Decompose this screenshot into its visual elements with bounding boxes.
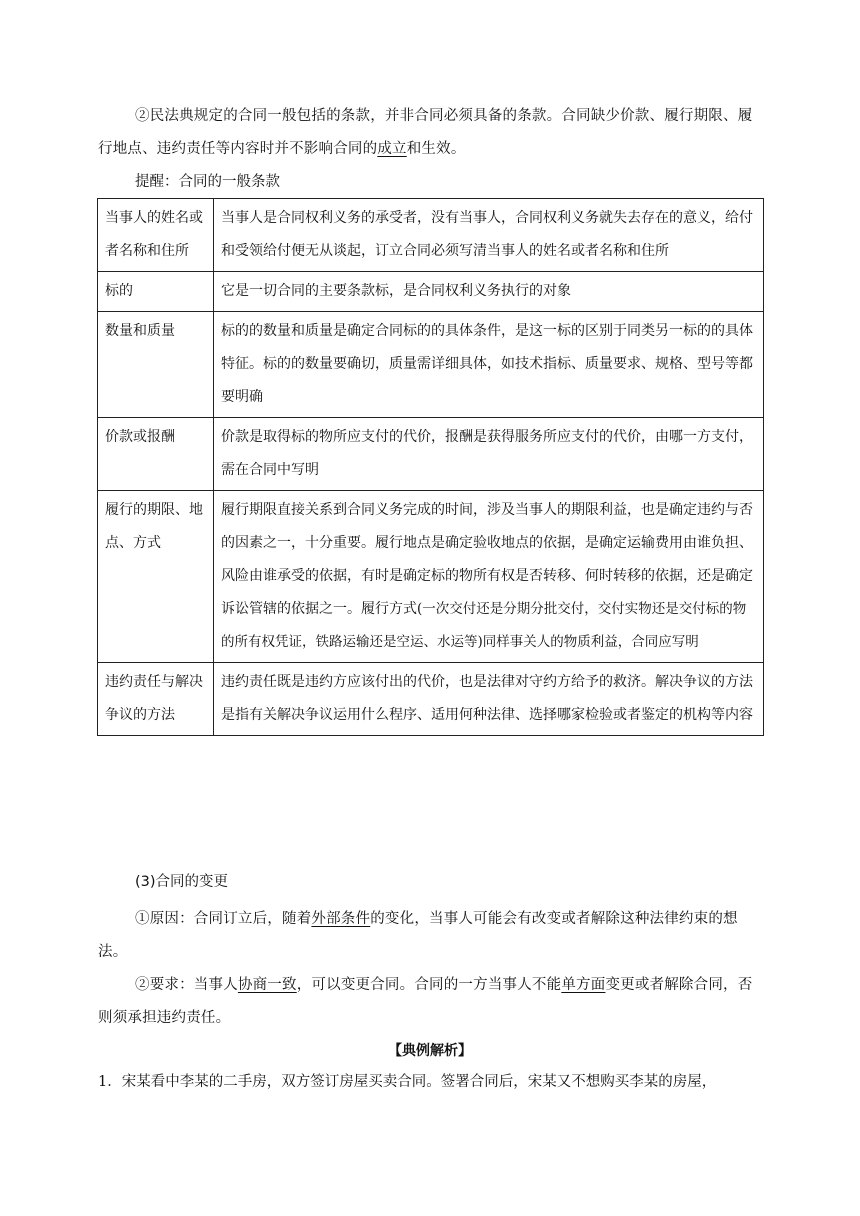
term-name-cell: 数量和质量 bbox=[98, 312, 214, 418]
term-name-cell: 价款或报酬 bbox=[98, 418, 214, 491]
table-row bbox=[98, 491, 764, 663]
table-row bbox=[98, 199, 764, 272]
underlined-term: 成立 bbox=[377, 141, 407, 157]
paragraph-requirement: ②要求：当事人协商一致，可以变更合同。合同的一方当事人不能单方面变更或者解除合同，否则须承担违约责任。 bbox=[98, 977, 753, 1026]
underlined-term: 单方面 bbox=[561, 977, 606, 993]
underlined-term: 协商一致 bbox=[237, 977, 297, 993]
example-title: 【典例解析】 bbox=[388, 1043, 472, 1059]
table-body bbox=[98, 199, 764, 736]
description-text-continued: (一次交付还是分期分批交付，交付实物还是交付标的物的所有权凭证，铁路运输还是空运、水运等)同样事关人的物质利益，合同应写明 bbox=[221, 601, 747, 650]
term-description-cell bbox=[214, 663, 764, 736]
description-text: 履行期限直接关系到合同义务完成的时间，涉及当事人的期限利益，也是确定违约与否的因素之一，十分重要。履行地点是确定验收地点的依据，是确定运输费用由谁负担、风险由谁承受的依据，有时是确定标的物所有权是否转移、何时转移的依据，还是确定诉讼管辖的依据之一。履行方式 bbox=[221, 502, 753, 617]
term-name-cell: 标的 bbox=[98, 272, 214, 312]
tip-title: 提醒：合同的一般条款 bbox=[135, 174, 280, 190]
term-name-cell: 当事人的姓名或者名称和住所 bbox=[98, 199, 214, 272]
table-row bbox=[98, 418, 764, 491]
contract-terms-table bbox=[97, 198, 764, 736]
underlined-term: 外部条件 bbox=[311, 911, 371, 927]
description-text: 当事人是合同权利义务的承受者，没有当事人，合同权利义务就失去存在的意义，给付和受领给付便无从谈起，订立合同必须写清当事人的姓名或者名称和住所 bbox=[221, 210, 753, 259]
term-description-cell bbox=[214, 491, 764, 663]
term-name-cell: 履行的期限、地点、方式 bbox=[98, 491, 214, 663]
description-text: 价款是取得标的物所应支付的代价，报酬是获得服务所应支付的代价，由哪一方支付，需在合同中写明 bbox=[221, 429, 753, 478]
section-title: (3)合同的变更 bbox=[135, 874, 229, 890]
term-description-cell bbox=[214, 312, 764, 418]
description-text: 标的的数量和质量是确定合同标的的具体条件，是这一标的区别于同类另一标的的具体特征。标的的数量要确切，质量需详细具体，如技术指标、质量要求、规格、型号等都要明确 bbox=[221, 323, 753, 405]
term-description-cell bbox=[214, 272, 764, 312]
term-name-cell: 违约责任与解决争议的方法 bbox=[98, 663, 214, 736]
table-row bbox=[98, 312, 764, 418]
term-description-cell bbox=[214, 199, 764, 272]
description-text: 违约责任既是违约方应该付出的代价，也是法律对守约方给予的救济。解决争议的方法是指有关解决争议运用什么程序、适用何种法律、选择哪家检验或者鉴定的机构等内容 bbox=[221, 674, 753, 723]
description-text: 它是一切合同的主要条款标，是合同权利义务执行的对象 bbox=[221, 283, 571, 299]
table-row bbox=[98, 272, 764, 312]
table-row bbox=[98, 663, 764, 736]
term-description-cell bbox=[214, 418, 764, 491]
example-question: 1．宋某看中李某的二手房，双方签订房屋买卖合同。签署合同后，宋某又不想购买李某的房屋， bbox=[98, 1074, 717, 1090]
paragraph-reason: ①原因：合同订立后，随着外部条件的变化，当事人可能会有改变或者解除这种法律约束的想法。 bbox=[98, 911, 738, 960]
paragraph-general-terms: ②民法典规定的合同一般包括的条款，并非合同必须具备的条款。合同缺少价款、履行期限、履行地点、违约责任等内容时并不影响合同的成立和生效。 bbox=[98, 108, 753, 157]
